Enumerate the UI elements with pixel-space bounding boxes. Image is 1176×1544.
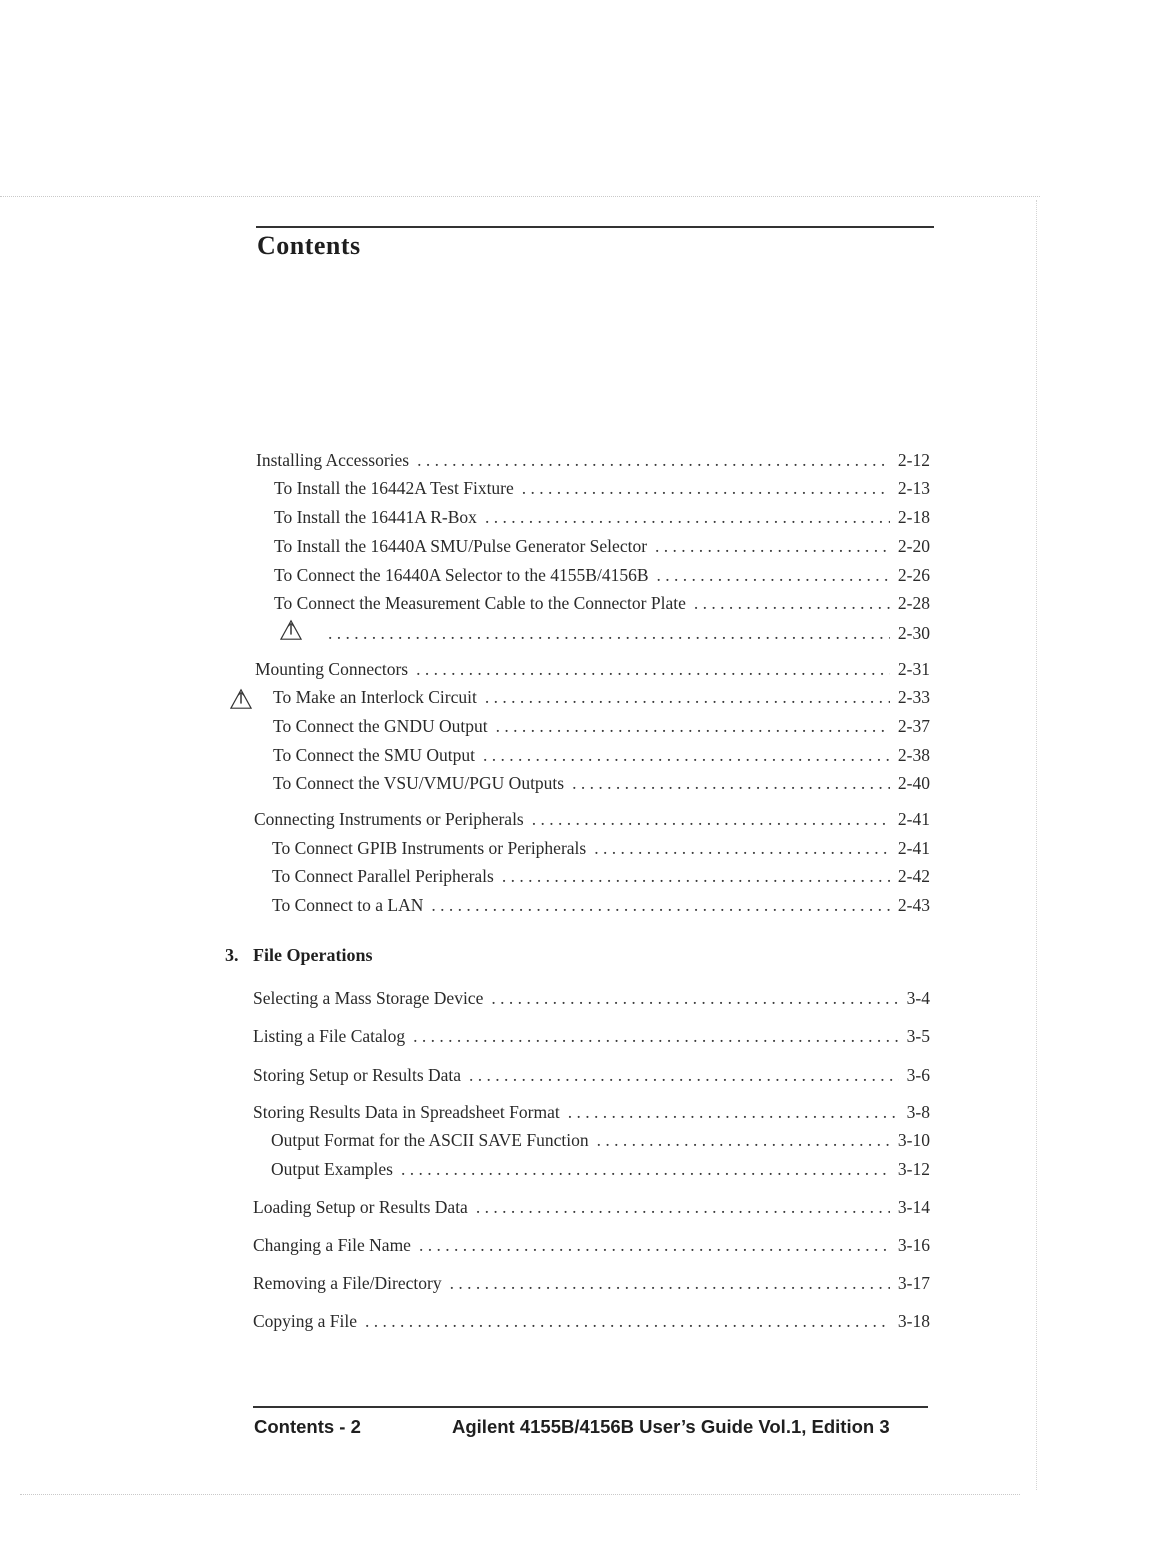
warning-triangle-icon bbox=[229, 688, 253, 710]
toc-page: 2-37 bbox=[897, 716, 930, 736]
toc-leader bbox=[416, 656, 890, 682]
toc-label: To Install the 16440A SMU/Pulse Generator Selector bbox=[274, 536, 648, 556]
toc-entry-16441a[interactable] bbox=[274, 504, 930, 530]
toc-entry-gndu[interactable] bbox=[273, 713, 930, 739]
toc-page: 2-12 bbox=[897, 450, 930, 470]
toc-entry-removing[interactable] bbox=[253, 1270, 930, 1296]
toc-page: 3-5 bbox=[906, 1026, 930, 1046]
toc-leader bbox=[483, 742, 890, 768]
toc-entry-output-examples[interactable] bbox=[271, 1156, 930, 1182]
toc-label: Connecting Instruments or Peripherals bbox=[254, 809, 524, 829]
toc-label: To Connect Parallel Peripherals bbox=[272, 866, 494, 886]
toc-entry-warning[interactable] bbox=[280, 619, 930, 645]
toc-page: 2-18 bbox=[897, 507, 930, 527]
toc-leader bbox=[476, 1194, 890, 1220]
toc-page: 2-33 bbox=[897, 687, 930, 707]
toc-label: To Connect the Measurement Cable to the Connector Plate bbox=[274, 593, 686, 613]
footer-rule bbox=[253, 1406, 928, 1408]
toc-page: 2-30 bbox=[897, 623, 930, 643]
chapter-title: File Operations bbox=[253, 945, 373, 965]
toc-entry-smu[interactable] bbox=[273, 742, 930, 768]
toc-label: To Make an Interlock Circuit bbox=[273, 687, 477, 707]
toc-leader bbox=[572, 770, 890, 796]
toc-page: 2-41 bbox=[897, 809, 930, 829]
footer-document-title: Agilent 4155B/4156B User’s Guide Vol.1, Edition 3 bbox=[452, 1416, 890, 1437]
toc-leader bbox=[597, 1127, 890, 1153]
toc-entry-file-catalog[interactable] bbox=[253, 1023, 930, 1049]
toc-page: 2-28 bbox=[897, 593, 930, 613]
toc-leader bbox=[431, 892, 890, 918]
toc-leader bbox=[419, 1232, 890, 1258]
toc-leader bbox=[485, 504, 890, 530]
toc-leader bbox=[594, 835, 890, 861]
toc-leader bbox=[568, 1099, 899, 1125]
toc-page: 2-40 bbox=[897, 773, 930, 793]
toc-page: 2-31 bbox=[897, 659, 930, 679]
toc-label: Output Format for the ASCII SAVE Function bbox=[271, 1130, 589, 1150]
toc-label: Loading Setup or Results Data bbox=[253, 1197, 468, 1217]
toc-label: Selecting a Mass Storage Device bbox=[253, 988, 484, 1008]
toc-page: 2-26 bbox=[897, 565, 930, 585]
toc-entry-ascii-save[interactable] bbox=[271, 1127, 930, 1153]
toc-entry-16442a[interactable] bbox=[274, 475, 930, 501]
toc-label: Changing a File Name bbox=[253, 1235, 411, 1255]
toc-entry-lan[interactable] bbox=[272, 892, 930, 918]
toc-entry-16440a-connect[interactable] bbox=[274, 562, 930, 588]
toc-leader bbox=[485, 684, 890, 710]
toc-label: To Connect the 16440A Selector to the 4155B/4156B bbox=[274, 565, 649, 585]
chapter-number: 3. bbox=[225, 945, 239, 965]
toc-label: To Connect GPIB Instruments or Peripherals bbox=[272, 838, 587, 858]
toc-entry-spreadsheet[interactable] bbox=[253, 1099, 930, 1125]
toc-leader bbox=[694, 590, 890, 616]
toc-entry-mass-storage[interactable] bbox=[253, 985, 930, 1011]
toc-page: 3-14 bbox=[897, 1197, 930, 1217]
toc-entry-loading-setup[interactable] bbox=[253, 1194, 930, 1220]
page-title: Contents bbox=[257, 231, 361, 260]
toc-entry-vsu-vmu-pgu[interactable] bbox=[273, 770, 930, 796]
toc-entry-mounting-connectors[interactable] bbox=[255, 656, 930, 682]
toc-entry-measurement-cable[interactable] bbox=[274, 590, 930, 616]
toc-label: Output Examples bbox=[271, 1159, 393, 1179]
toc-page: 3-16 bbox=[897, 1235, 930, 1255]
toc-leader bbox=[365, 1308, 890, 1334]
toc-page: 2-38 bbox=[897, 745, 930, 765]
toc-label: To Install the 16441A R-Box bbox=[274, 507, 477, 527]
toc-page: 3-18 bbox=[897, 1311, 930, 1331]
toc-page: 2-13 bbox=[897, 478, 930, 498]
toc-label: Listing a File Catalog bbox=[253, 1026, 406, 1046]
toc-leader bbox=[417, 447, 890, 473]
toc-page: 2-43 bbox=[897, 895, 930, 915]
toc-label: To Connect to a LAN bbox=[272, 895, 424, 915]
warning-triangle-icon bbox=[280, 619, 302, 646]
scan-artifact-bottom bbox=[20, 1494, 1020, 1495]
toc-leader bbox=[655, 533, 890, 559]
toc-entry-parallel[interactable] bbox=[272, 863, 930, 889]
toc-label: To Connect the VSU/VMU/PGU Outputs bbox=[273, 773, 565, 793]
toc-leader bbox=[522, 475, 890, 501]
toc-label: Installing Accessories bbox=[256, 450, 410, 470]
toc-leader bbox=[401, 1156, 890, 1182]
toc-leader bbox=[491, 985, 898, 1011]
toc-leader bbox=[450, 1270, 890, 1296]
toc-entry-interlock[interactable] bbox=[273, 684, 930, 710]
toc-label: Storing Setup or Results Data bbox=[253, 1065, 462, 1085]
toc-label: Copying a File bbox=[253, 1311, 358, 1331]
toc-label: Removing a File/Directory bbox=[253, 1273, 442, 1293]
scan-artifact-right bbox=[1036, 200, 1037, 1490]
toc-page: 3-10 bbox=[897, 1130, 930, 1150]
toc-entry-storing-setup[interactable] bbox=[253, 1062, 930, 1088]
toc-leader bbox=[502, 863, 890, 889]
toc-label: To Install the 16442A Test Fixture bbox=[274, 478, 514, 498]
scan-artifact-top bbox=[0, 196, 1040, 197]
toc-page: 2-42 bbox=[897, 866, 930, 886]
toc-page: 3-12 bbox=[897, 1159, 930, 1179]
toc-entry-changing-name[interactable] bbox=[253, 1232, 930, 1258]
toc-label: To Connect the SMU Output bbox=[273, 745, 475, 765]
toc-page: 2-20 bbox=[897, 536, 930, 556]
toc-leader bbox=[413, 1023, 899, 1049]
toc-page: 2-41 bbox=[897, 838, 930, 858]
toc-entry-copying[interactable] bbox=[253, 1308, 930, 1334]
toc-entry-16440a-install[interactable] bbox=[274, 533, 930, 559]
toc-leader bbox=[469, 1062, 899, 1088]
toc-entry-connecting-instruments[interactable] bbox=[254, 806, 930, 832]
toc-leader bbox=[496, 713, 890, 739]
chapter-heading[interactable] bbox=[225, 945, 373, 966]
toc-page: 3-6 bbox=[906, 1065, 930, 1085]
toc-leader bbox=[328, 620, 890, 646]
header-rule bbox=[256, 226, 934, 228]
toc-entry-gpib[interactable] bbox=[272, 835, 930, 861]
toc-label: To Connect the GNDU Output bbox=[273, 716, 488, 736]
toc-label: Mounting Connectors bbox=[255, 659, 409, 679]
footer-page-number: Contents - 2 bbox=[254, 1416, 361, 1437]
toc-page: 3-8 bbox=[906, 1102, 930, 1122]
toc-label: Storing Results Data in Spreadsheet Format bbox=[253, 1102, 560, 1122]
toc-leader bbox=[657, 562, 890, 588]
toc-entry-installing-accessories[interactable] bbox=[256, 447, 930, 473]
toc-page: 3-17 bbox=[897, 1273, 930, 1293]
toc-leader bbox=[532, 806, 890, 832]
toc-page: 3-4 bbox=[906, 988, 930, 1008]
